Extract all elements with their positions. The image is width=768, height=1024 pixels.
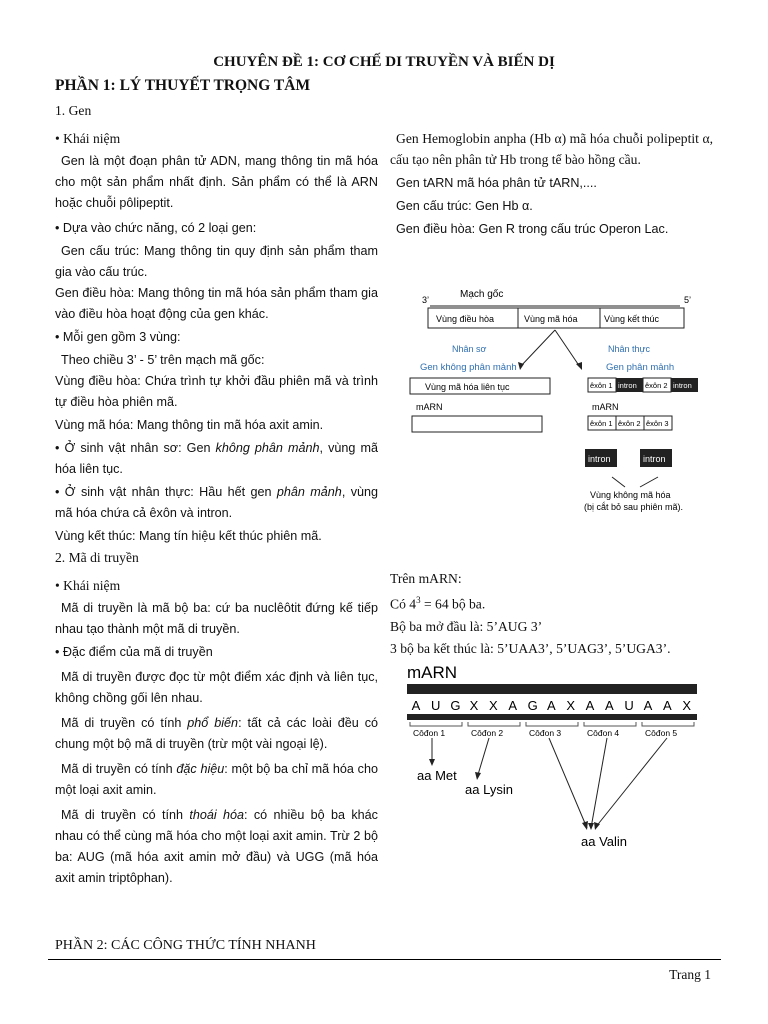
codon-label: Côđon 3 [529, 728, 562, 738]
right-column-code [390, 568, 720, 659]
characteristic-universal: Mã di truyền có tính phổ biến: tất cả các loài đều có chung một bộ mã di truyền (trừ một vài ngoại lệ). [55, 716, 378, 751]
removed-intron-1: intron [588, 454, 611, 464]
part1-heading: PHẦN 1: LÝ THUYẾT TRỌNG TÂM [55, 77, 311, 94]
mrna-exon3-label: êxôn 3 [646, 419, 669, 428]
tarn-text: Gen tARN mã hóa phân tử tARN,.... [396, 176, 597, 190]
khai-niem-bullet-2: • Khái niệm [55, 578, 121, 593]
gen-heading: 1. Gen [55, 103, 92, 118]
codon-label: Côđon 4 [587, 728, 620, 738]
termination-region-box: Vùng kết thúc [604, 314, 660, 324]
codon-label: Côđon 1 [413, 728, 446, 738]
nucleotide-letter: A [547, 698, 556, 713]
right-column-top [390, 128, 713, 240]
khai-niem-bullet: • Khái niệm [55, 131, 121, 146]
function-bullet: • Dựa vào chức năng, có 2 loại gen: [55, 221, 257, 235]
nucleotide-letter: U [431, 698, 441, 713]
regulatory-region-box: Vùng điều hòa [436, 314, 495, 324]
five-prime-label: 5’ [684, 295, 692, 305]
left-column [55, 100, 378, 889]
structural-gene-text: Gen cấu trúc: Mang thông tin quy định sản phẩm tham gia vào cấu trúc. [55, 244, 378, 279]
codon-bracket [468, 722, 520, 726]
footer-rule [48, 959, 721, 960]
part2-heading: PHẦN 2: CÁC CÔNG THỨC TÍNH NHANH [55, 938, 316, 953]
regulatory-gene-text: Gen điều hòa: Mang thông tin mã hóa sản phẩm tham gia vào điều hòa hoạt động của gen khác. [55, 286, 378, 321]
code-definition: Mã di truyền là mã bộ ba: cứ ba nuclêôtit đứng kế tiếp nhau tạo thành một mã di truyền. [55, 601, 378, 636]
mrna-exon2-label: êxôn 2 [618, 419, 641, 428]
eukaryote-label: Nhân thực [608, 344, 651, 354]
nucleotide-letter: X [682, 698, 692, 713]
codon-label: Côđon 2 [471, 728, 504, 738]
intron1-label: intron [618, 381, 637, 390]
template-strand-label: Mạch gốc [460, 289, 504, 300]
three-regions-bullet: • Mỗi gen gồm 3 vùng: [55, 330, 181, 344]
structural-example: Gen cấu trúc: Gen Hb α. [396, 199, 533, 213]
nucleotide-letter: A [585, 698, 595, 713]
prokaryote-label: Nhân sơ [452, 344, 487, 354]
continuous-coding-label: Vùng mã hóa liên tục [425, 382, 510, 392]
characteristic-specific: Mã di truyền có tính đặc hiệu: một bộ ba chỉ mã hóa cho một loại axit amin. [55, 762, 378, 797]
coding-region-box: Vùng mã hóa [524, 314, 578, 324]
split-gene-label: Gen phân mảnh [606, 362, 675, 373]
codon-diagram [405, 660, 705, 852]
non-split-gene-label: Gen không phân mảnh [420, 362, 517, 373]
nucleotide-letter: A [643, 698, 653, 713]
nucleotide-letter: G [450, 698, 461, 713]
hemoglobin-text: Gen Hemoglobin anpha (Hb α) mã hóa chuỗi polipeptit α, cấu tạo nên phân tử Hb trong tế bào hồng cầu. [390, 131, 713, 167]
eukaryote-text: • Ở sinh vật nhân thực: Hầu hết gen phân mảnh, vùng mã hóa chứa cả êxôn và intron. [55, 485, 379, 520]
regulatory-example: Gen điều hòa: Gen R trong cấu trúc Operon Lac. [396, 222, 669, 236]
nucleotide-letter: X [489, 698, 498, 713]
aa-lysin-label: aa Lysin [465, 782, 513, 797]
nucleotide-letter: G [527, 698, 538, 713]
exon2-label: êxôn 2 [645, 381, 668, 390]
nucleotide-letter: A [411, 698, 421, 713]
regulatory-region-text: Vùng điều hòa: Chứa trình tự khởi đầu phiên mã và trình tự điều hòa phiên mã. [55, 374, 378, 409]
direction-text: Theo chiều 3’ - 5’ trên mạch mã gốc: [61, 353, 265, 367]
nucleotide-letter: X [469, 698, 479, 713]
intron2-label: intron [673, 381, 692, 390]
characteristics-bullet: • Đặc điểm của mã di truyền [55, 645, 213, 659]
coding-region-text: Vùng mã hóa: Mang thông tin mã hóa axit amin. [55, 418, 324, 432]
stop-codons-text: 3 bộ ba kết thúc là: 5’UAA3’, 5’UAG3’, 5’UGA3’. [390, 640, 671, 656]
exon1-label: êxôn 1 [590, 381, 613, 390]
document-title: CHUYÊN ĐỀ 1: CƠ CHẾ DI TRUYỀN VÀ BIẾN DỊ [213, 54, 555, 70]
cut-after-transcription-label: (bị cắt bỏ sau phiên mã). [584, 502, 684, 512]
characteristic-1: Mã di truyền được đọc từ một điểm xác định và liên tục, không chồng gối lên nhau. [55, 670, 378, 705]
characteristic-degenerate: Mã di truyền có tính thoái hóa: có nhiều bộ ba khác nhau có thể cùng mã hóa cho một loại axit amin. Trừ 2 bộ ba: AUG (mã hóa axit amin mở đầu) và UGG (mã hóa axit amin triptôphan). [55, 808, 378, 885]
codon-bracket [410, 722, 462, 726]
nucleotide-letter: U [624, 698, 634, 713]
start-codon-text: Bộ ba mở đầu là: 5’AUG 3’ [390, 618, 543, 634]
aa-valin-label: aa Valin [581, 834, 628, 849]
genetic-code-heading: 2. Mã di truyền [55, 550, 139, 565]
three-prime-label: 3’ [422, 295, 430, 305]
mrna-label-eukaryote: mARN [592, 402, 619, 412]
codon-bracket [526, 722, 578, 726]
codon-count-text: Có $4^3 = 64$ bộ ba. [390, 595, 486, 612]
mrna-label-prokaryote: mARN [416, 402, 443, 412]
codon-mrna-label: mARN [407, 663, 458, 682]
aa-met-label: aa Met [417, 768, 457, 783]
gene-structure-diagram [400, 282, 720, 522]
page-number: Trang 1 [669, 967, 711, 982]
codon-bracket [584, 722, 636, 726]
codon-label: Côđon 5 [645, 728, 678, 738]
removed-intron-2: intron [643, 454, 666, 464]
mrna-exon1-label: êxôn 1 [590, 419, 613, 428]
prokaryote-text: • Ở sinh vật nhân sơ: Gen không phân mảnh, vùng mã hóa liên tục. [55, 441, 378, 476]
on-mrna-text: Trên mARN: [390, 571, 462, 586]
gen-definition: Gen là một đoạn phân tử ADN, mang thông tin mã hóa cho một sản phẩm nhất định. Sản phẩm có thể là ARN hoặc chuỗi pôlipeptit. [55, 154, 378, 210]
nucleotide-letter: X [566, 698, 576, 713]
termination-region-text: Vùng kết thúc: Mang tín hiệu kết thúc phiên mã. [55, 529, 322, 543]
codon-bracket [642, 722, 694, 726]
nucleotide-letter: A [663, 698, 672, 713]
nucleotide-letter: A [508, 698, 518, 713]
non-coding-label: Vùng không mã hóa [590, 490, 671, 500]
nucleotide-letter: A [605, 698, 614, 713]
